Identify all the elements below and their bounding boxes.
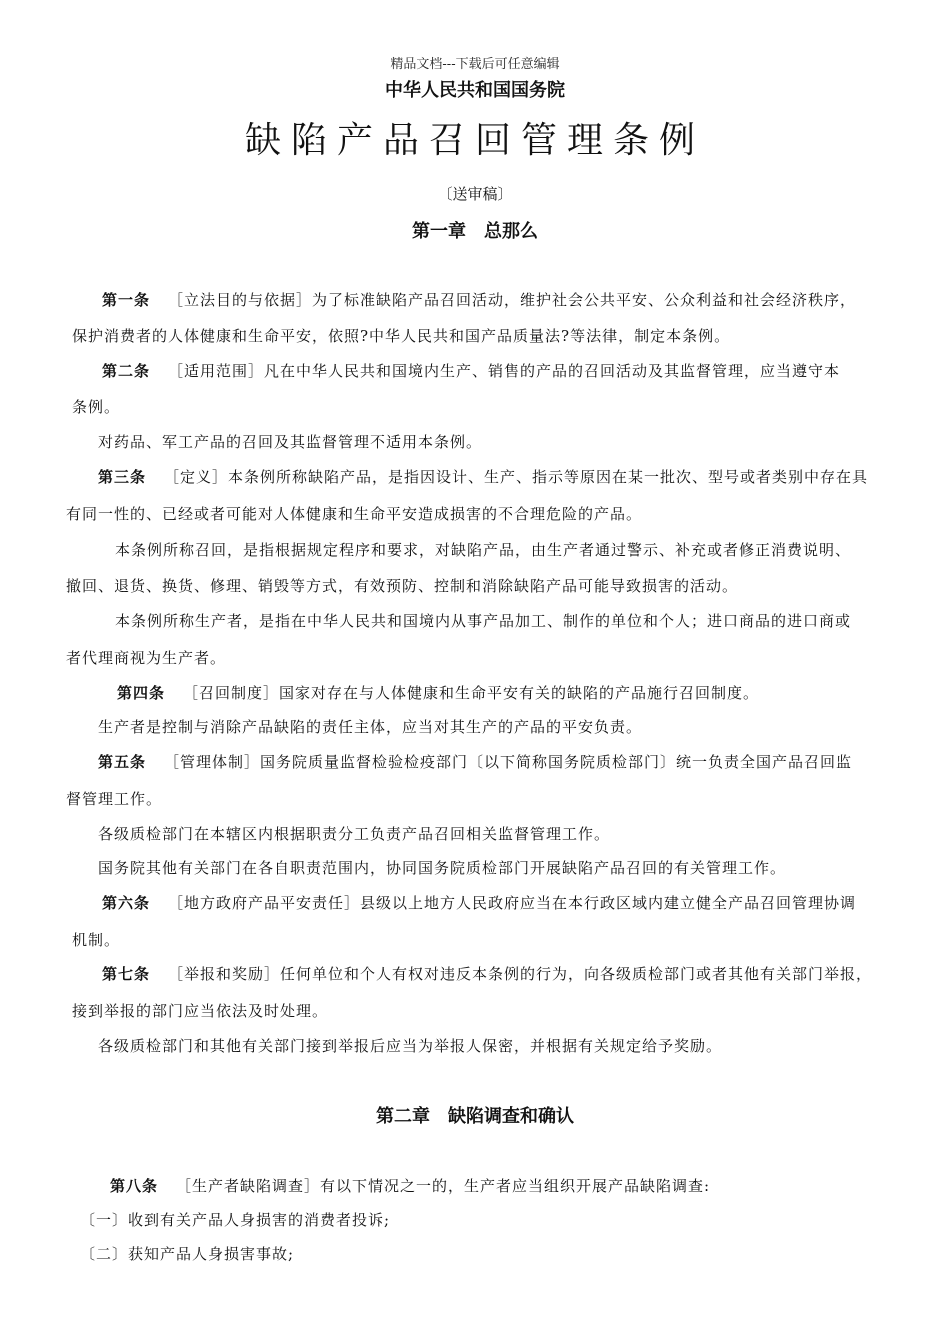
article-1-text-1: ［立法目的与依据］为了标准缺陷产品召回活动，维护社会公共平安、公众利益和社会经济秩序， [168,291,857,309]
document-title: 缺陷产品召回管理条例 [244,120,705,161]
article-7-line-3: 各级质检部门和其他有关部门接到举报后应当为举报人保密，并根据有关规定给予奖励。 [98,1037,723,1055]
article-8-label: 第八条 [110,1177,159,1195]
chapter-1-title: 第一章 总那么 [412,221,538,242]
watermark-text: 精品文档---下载后可任意编辑 [390,57,560,72]
article-5-line-1 [98,751,852,772]
article-2-text-1: ［适用范围］凡在中华人民共和国境内生产、销售的产品的召回活动及其监督管理，应当遵守本 [168,362,841,380]
article-3-label: 第三条 [98,468,147,486]
article-3-line-3: 本条例所称召回，是指根据规定程序和要求，对缺陷产品，由生产者通过警示、补充或者修正消费说明、 [115,541,852,559]
article-4-line-1 [117,682,759,703]
article-7-label: 第七条 [102,965,151,983]
article-1-line-1 [102,289,856,310]
article-2-line-2: 条例。 [72,398,121,416]
article-8-item-1: 〔一〕收到有关产品人身损害的消费者投诉; [80,1211,391,1229]
article-7-line-2: 接到举报的部门应当依法及时处理。 [72,1002,329,1020]
article-7-line-1 [102,963,872,984]
article-3-line-4: 撤回、退货、换货、修理、销毁等方式，有效预防、控制和消除缺陷产品可能导致损害的活动。 [66,577,739,595]
article-5-line-2: 督管理工作。 [66,790,163,808]
article-2-line-1 [102,360,840,381]
article-8-item-2: 〔二〕获知产品人身损害事故; [80,1245,295,1263]
article-5-label: 第五条 [98,753,147,771]
article-5-line-4: 国务院其他有关部门在各自职责范围内，协同国务院质检部门开展缺陷产品召回的有关管理工作。 [98,859,787,877]
article-8-line-1 [110,1175,710,1196]
article-3-line-6: 者代理商视为生产者。 [66,649,227,667]
article-3-line-5: 本条例所称生产者，是指在中华人民共和国境内从事产品加工、制作的单位和个人；进口商品的进口商或 [115,612,852,630]
article-2-label: 第二条 [102,362,151,380]
article-8-text-1: ［生产者缺陷调查］有以下情况之一的，生产者应当组织开展产品缺陷调查: [176,1177,711,1195]
article-2-line-3: 对药品、军工产品的召回及其监督管理不适用本条例。 [98,433,483,451]
article-3-line-2: 有同一性的、已经或者可能对人体健康和生命平安造成损害的不合理危险的产品。 [66,505,643,523]
article-1-line-2: 保护消费者的人体健康和生命平安，依照?中华人民共和国产品质量法?等法律，制定本条例。 [72,327,731,345]
article-5-line-3: 各级质检部门在本辖区内根据职责分工负责产品召回相关监督管理工作。 [98,825,611,843]
article-3-text-1: ［定义］本条例所称缺陷产品，是指因设计、生产、指示等原因在某一批次、型号或者类别中存在具 [164,468,869,486]
article-6-line-2: 机制。 [72,931,121,949]
article-5-text-1: ［管理体制］国务院质量监督检验检疫部门〔以下简称国务院质检部门〕统一负责全国产品召回监 [164,753,853,771]
article-6-line-1 [102,892,856,913]
article-7-text-1: ［举报和奖励］任何单位和个人有权对违反本条例的行为，向各级质检部门或者其他有关部门举报， [168,965,873,983]
article-1-label: 第一条 [102,291,151,309]
article-6-text-1: ［地方政府产品平安责任］县级以上地方人民政府应当在本行政区域内建立健全产品召回管理协调 [168,894,857,912]
article-4-text-1: ［召回制度］国家对存在与人体健康和生命平安有关的缺陷的产品施行召回制度。 [183,684,760,702]
chapter-2-title: 第二章 缺陷调查和确认 [376,1106,574,1127]
article-6-label: 第六条 [102,894,151,912]
article-3-line-1 [98,466,868,487]
article-4-line-2: 生产者是控制与消除产品缺陷的责任主体，应当对其生产的产品的平安负责。 [98,718,643,736]
issuer-heading: 中华人民共和国国务院 [385,80,565,101]
article-4-label: 第四条 [117,684,166,702]
draft-note: 〔送审稿〕 [437,185,513,203]
